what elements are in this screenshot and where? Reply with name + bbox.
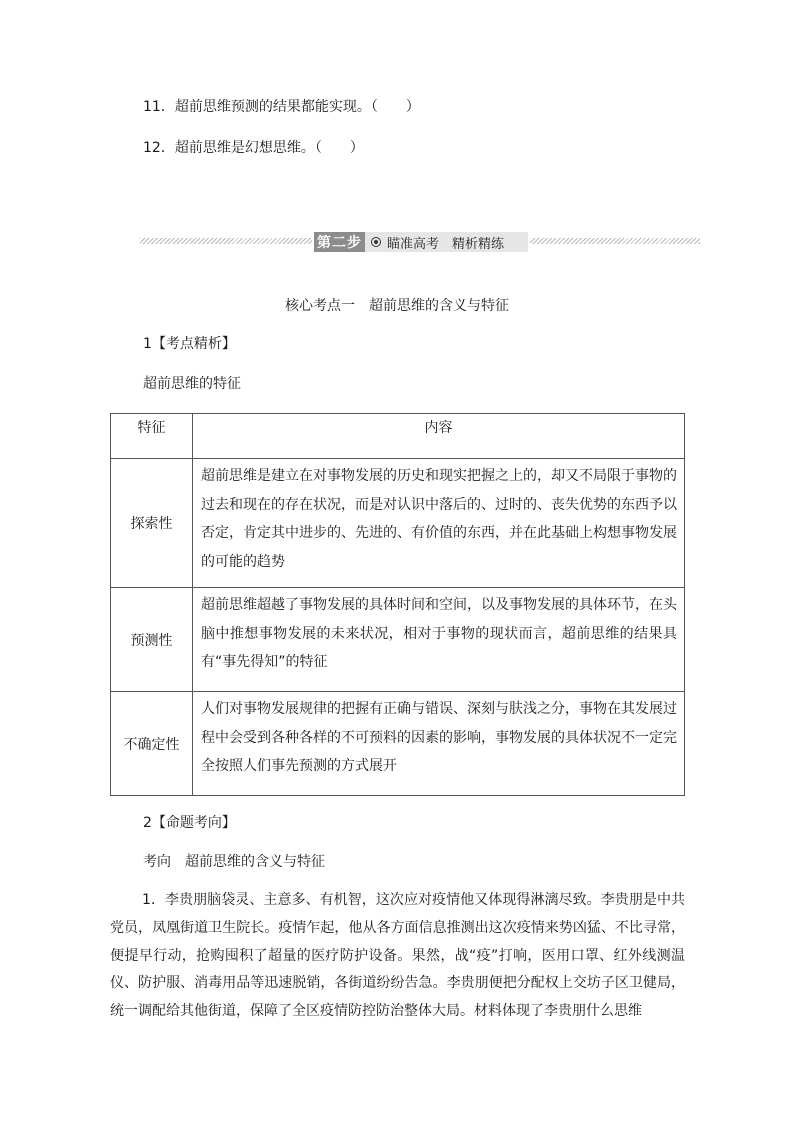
step-banner <box>140 232 700 252</box>
part1-subtitle: 超前思维的特征 <box>143 376 241 392</box>
circle-bullet-icon <box>371 237 381 247</box>
step-label: 第二步 <box>314 232 365 252</box>
header-feature: 特征 <box>111 414 193 459</box>
part1-label: 1【考点精析】 <box>143 336 236 352</box>
step-text: 瞄准高考 精析精练 <box>387 236 505 252</box>
table-row <box>111 692 685 796</box>
features-table <box>110 413 685 796</box>
question-12: 12．超前思维是幻想思维。（ ） <box>143 140 364 156</box>
part2-label: 2【命题考向】 <box>143 815 236 831</box>
hatch-divider-left <box>140 238 312 244</box>
table-row <box>111 459 685 588</box>
feature-cell: 预测性 <box>111 588 193 692</box>
table-header-row <box>111 414 685 459</box>
question-11: 11．超前思维预测的结果都能实现。（ ） <box>143 99 420 115</box>
paragraph-text: 1．李贵朋脑袋灵、主意多、有机智，这次应对疫情他又体现得淋漓尽致。李贵朋是中共党员，凤凰街道卫生院长。疫情乍起，他从各方面信息推测出这次疫情来势凶猛、不比寻常，便提早行动，抢购囤积了超量的医疗防护设备。果然，战“疫”打响，医用口罩、红外线测温仪、防护服、消毒用品等迅速脱销，各街道纷纷告急。李贵朋便把分配权上交坊子区卫健局，统一调配给其他街道，保障了全区疫情防控防治整体大局。材料体现了李贵朋什么思维 <box>110 892 685 1020</box>
hatch-divider-right <box>530 238 700 244</box>
header-content: 内容 <box>193 414 685 459</box>
part2-subtitle: 考向 超前思维的含义与特征 <box>143 854 325 870</box>
feature-cell: 探索性 <box>111 459 193 588</box>
section-title: 核心考点一 超前思维的含义与特征 <box>285 298 509 314</box>
content-cell: 超前思维是建立在对事物发展的历史和现实把握之上的，却又不局限于事物的过去和现在的存在状况，而是对认识中落后的、过时的、丧失优势的东西予以否定，肯定其中进步的、先进的、有价值的东西，并在此基础上构想事物发展的可能的趋势 <box>193 459 685 588</box>
content-cell: 人们对事物发展规律的把握有正确与错误、深刻与肤浅之分，事物在其发展过程中会受到各种各样的不可预料的因素的影响，事物发展的具体状况不一定完全按照人们事先预测的方式展开 <box>193 692 685 796</box>
step-badge <box>314 232 528 252</box>
question-paragraph <box>110 887 685 1026</box>
content-cell: 超前思维超越了事物发展的具体时间和空间，以及事物发展的具体环节，在头脑中推想事物发展的未来状况，相对于事物的现状而言，超前思维的结果具有“事先得知”的特征 <box>193 588 685 692</box>
feature-cell: 不确定性 <box>111 692 193 796</box>
table-row <box>111 588 685 692</box>
